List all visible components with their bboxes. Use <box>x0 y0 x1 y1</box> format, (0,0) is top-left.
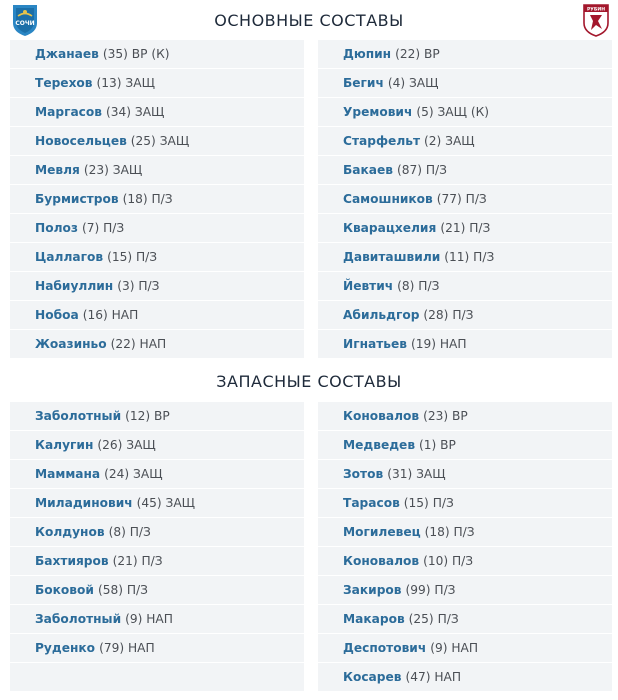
player-number-position: (58) П/З <box>97 583 148 597</box>
player-number-position: (5) ЗАЩ (К) <box>416 105 489 119</box>
player-row <box>10 185 304 213</box>
player-row <box>10 634 304 662</box>
player-number-position: (26) ЗАЩ <box>97 438 156 452</box>
player-row <box>10 402 304 430</box>
player-name-link[interactable]: Колдунов <box>35 525 105 539</box>
player-name-link[interactable]: Жоазиньо <box>35 337 107 351</box>
player-name-link[interactable]: Закиров <box>343 583 402 597</box>
player-name-link[interactable]: Боковой <box>35 583 94 597</box>
away-lineup-column <box>318 40 612 358</box>
player-number-position: (24) ЗАЩ <box>104 467 163 481</box>
player-number-position: (18) П/З <box>424 525 475 539</box>
player-row <box>318 69 612 97</box>
player-row <box>318 489 612 517</box>
player-number-position: (45) ЗАЩ <box>136 496 195 510</box>
player-row <box>318 301 612 329</box>
player-number-position: (23) ЗАЩ <box>83 163 143 177</box>
player-name-link[interactable]: Давиташвили <box>343 250 441 264</box>
player-number-position: (8) П/З <box>108 525 151 539</box>
player-number-position: (19) НАП <box>410 337 467 351</box>
player-name-link[interactable]: Набиуллин <box>35 279 114 293</box>
main-lineups-header <box>0 0 618 40</box>
player-name-link[interactable]: Макаров <box>343 612 405 626</box>
player-number-position: (87) П/З <box>397 163 447 177</box>
player-name-link[interactable]: Миладинович <box>35 496 133 510</box>
player-name-link[interactable]: Медведев <box>343 438 416 452</box>
player-row <box>318 127 612 155</box>
player-row <box>10 127 304 155</box>
empty-row <box>10 663 304 691</box>
player-row <box>318 634 612 662</box>
player-number-position: (3) П/З <box>117 279 160 293</box>
player-name-link[interactable]: Заболотный <box>35 612 122 626</box>
player-name-link[interactable]: Самошников <box>343 192 433 206</box>
player-number-position: (13) ЗАЩ <box>96 76 155 90</box>
player-number-position: (35) ВР (К) <box>102 47 170 61</box>
player-row <box>318 431 612 459</box>
player-number-position: (79) НАП <box>99 641 155 655</box>
player-name-link[interactable]: Джанаев <box>35 47 99 61</box>
player-name-link[interactable]: Цаллагов <box>35 250 104 264</box>
home-lineup-column <box>10 40 304 358</box>
player-name-link[interactable]: Коновалов <box>343 554 420 568</box>
player-row <box>318 98 612 126</box>
player-number-position: (21) П/З <box>440 221 491 235</box>
player-number-position: (22) ВР <box>395 47 440 61</box>
player-number-position: (8) П/З <box>397 279 440 293</box>
player-name-link[interactable]: Маммана <box>35 467 101 481</box>
player-number-position: (4) ЗАЩ <box>387 76 439 90</box>
player-number-position: (99) П/З <box>405 583 456 597</box>
main-lineups-grid <box>0 40 618 358</box>
player-row <box>318 272 612 300</box>
player-name-link[interactable]: Бахтияров <box>35 554 109 568</box>
player-number-position: (31) ЗАЩ <box>387 467 446 481</box>
player-name-link[interactable]: Дюпин <box>343 47 392 61</box>
player-name-link[interactable]: Бурмистров <box>35 192 119 206</box>
player-number-position: (28) П/З <box>423 308 474 322</box>
player-row <box>10 431 304 459</box>
player-row <box>10 605 304 633</box>
player-name-link[interactable]: Косарев <box>343 670 402 684</box>
player-row <box>318 547 612 575</box>
player-name-link[interactable]: Руденко <box>35 641 96 655</box>
player-name-link[interactable]: Полоз <box>35 221 78 235</box>
player-row <box>10 460 304 488</box>
player-row <box>10 301 304 329</box>
player-row <box>318 330 612 358</box>
subs-title: ЗАПАСНЫЕ СОСТАВЫ <box>216 372 402 391</box>
player-row <box>10 489 304 517</box>
home-subs-column <box>10 402 304 691</box>
player-row <box>318 156 612 184</box>
player-name-link[interactable]: Могилевец <box>343 525 421 539</box>
player-name-link[interactable]: Йевтич <box>343 279 394 293</box>
player-name-link[interactable]: Нобоа <box>35 308 79 322</box>
player-name-link[interactable]: Зотов <box>343 467 384 481</box>
player-number-position: (25) П/З <box>408 612 459 626</box>
player-name-link[interactable]: Маргасов <box>35 105 102 119</box>
player-name-link[interactable]: Новосельцев <box>35 134 127 148</box>
player-row <box>10 576 304 604</box>
player-name-link[interactable]: Бакаев <box>343 163 393 177</box>
rubin-logo-text: РУБИН <box>586 7 606 13</box>
player-row <box>10 98 304 126</box>
player-name-link[interactable]: Старфельт <box>343 134 421 148</box>
player-row <box>318 605 612 633</box>
player-name-link[interactable]: Абильдгор <box>343 308 420 322</box>
player-row <box>10 69 304 97</box>
player-number-position: (10) П/З <box>423 554 474 568</box>
player-name-link[interactable]: Деспотович <box>343 641 427 655</box>
player-row <box>10 40 304 68</box>
away-subs-column <box>318 402 612 691</box>
player-row <box>318 663 612 691</box>
player-number-position: (47) НАП <box>405 670 462 684</box>
player-name-link[interactable]: Бегич <box>343 76 384 90</box>
player-number-position: (1) ВР <box>419 438 456 452</box>
player-name-link[interactable]: Кварацхелия <box>343 221 437 235</box>
player-row <box>318 40 612 68</box>
player-number-position: (9) НАП <box>430 641 479 655</box>
player-row <box>318 214 612 242</box>
player-row <box>10 547 304 575</box>
player-row <box>10 243 304 271</box>
player-name-link[interactable]: Мевля <box>35 163 80 177</box>
player-row <box>318 185 612 213</box>
sochi-logo-text: СОЧИ <box>15 20 35 27</box>
player-name-link[interactable]: Терехов <box>35 76 93 90</box>
player-number-position: (15) П/З <box>403 496 454 510</box>
player-number-position: (23) ВР <box>423 409 468 423</box>
player-number-position: (2) ЗАЩ <box>424 134 475 148</box>
player-number-position: (18) П/З <box>122 192 173 206</box>
player-row <box>10 518 304 546</box>
subs-grid <box>0 402 618 691</box>
player-number-position: (16) НАП <box>82 308 139 322</box>
player-number-position: (21) П/З <box>112 554 163 568</box>
player-row <box>318 460 612 488</box>
player-number-position: (25) ЗАЩ <box>130 134 190 148</box>
player-row <box>318 576 612 604</box>
player-number-position: (77) П/З <box>436 192 487 206</box>
player-name-link[interactable]: Тарасов <box>343 496 400 510</box>
player-row <box>10 156 304 184</box>
rubin-logo-icon <box>582 3 610 37</box>
player-row <box>318 518 612 546</box>
subs-header <box>0 358 618 402</box>
main-lineups-title: ОСНОВНЫЕ СОСТАВЫ <box>214 11 404 30</box>
player-name-link[interactable]: Игнатьев <box>343 337 407 351</box>
player-number-position: (12) ВР <box>125 409 170 423</box>
player-number-position: (7) П/З <box>81 221 125 235</box>
player-number-position: (11) П/З <box>444 250 495 264</box>
player-name-link[interactable]: Калугин <box>35 438 94 452</box>
player-row <box>10 272 304 300</box>
player-number-position: (22) НАП <box>110 337 167 351</box>
player-name-link[interactable]: Заболотный <box>35 409 122 423</box>
player-row <box>318 243 612 271</box>
player-row <box>318 402 612 430</box>
player-name-link[interactable]: Уремович <box>343 105 413 119</box>
player-number-position: (9) НАП <box>125 612 173 626</box>
player-row <box>10 330 304 358</box>
player-row <box>10 214 304 242</box>
player-number-position: (15) П/З <box>107 250 158 264</box>
player-number-position: (34) ЗАЩ <box>105 105 165 119</box>
player-name-link[interactable]: Коновалов <box>343 409 420 423</box>
